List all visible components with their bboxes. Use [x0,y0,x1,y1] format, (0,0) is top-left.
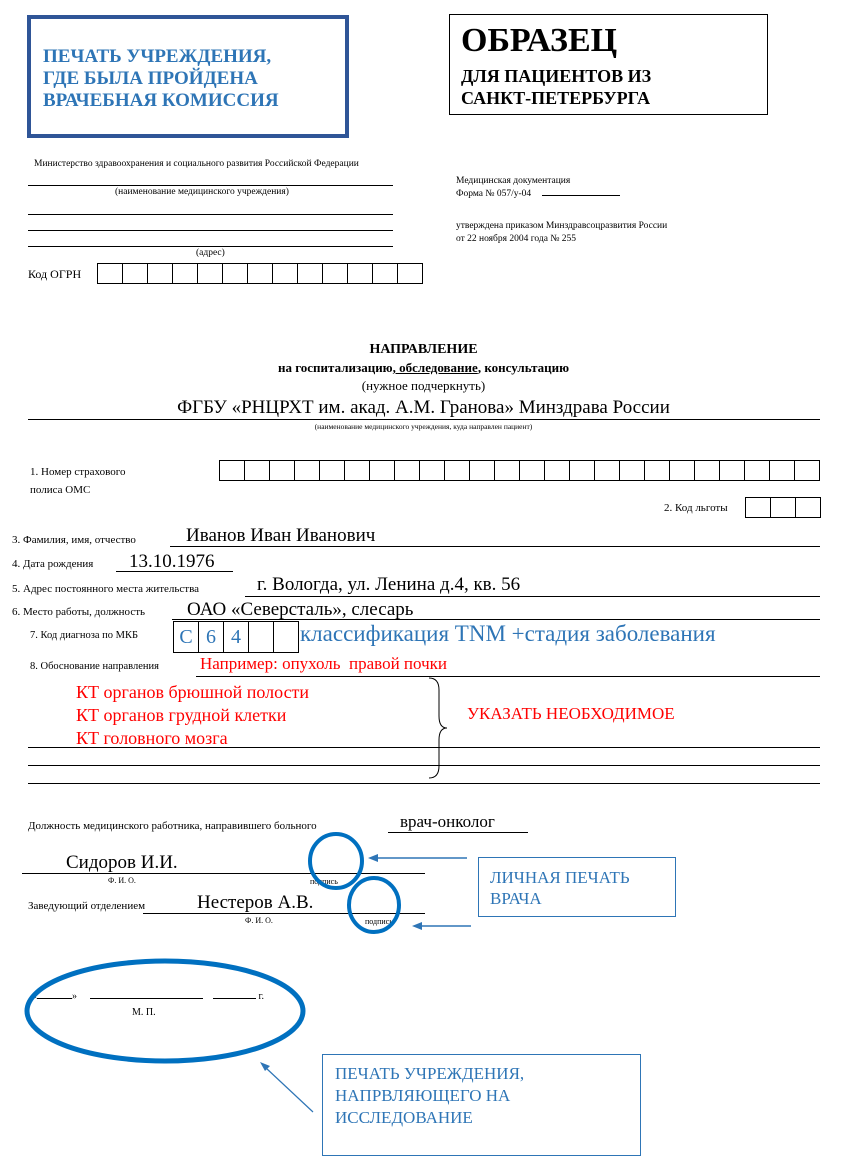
form-number: Форма № 057/у-04 [456,188,620,201]
oms-label-line-1: 1. Номер страхового [30,466,126,478]
exam-item: КТ органов брюшной полости [76,682,310,702]
destination-caption: (наименование медицинского учреждения, куда направлен пациент) [314,422,533,431]
institution-stamp-line-3: ИССЛЕДОВАНИЕ [335,1108,473,1127]
icd-cell[interactable]: 6 [199,621,224,653]
approved-line-1: утверждена приказом Минздравсоцразвития России [456,221,668,231]
doctor-fio-caption: Ф. И. О. [108,876,136,885]
head-fio-caption: Ф. И. О. [245,916,273,925]
arrowhead-icon [368,854,378,862]
document-title: НАПРАВЛЕНИЕ [369,342,478,357]
name-label: 3. Фамилия, имя, отчество [12,534,136,546]
doctor-sign-caption: подпись [310,877,338,886]
sample-line-1: ДЛЯ ПАЦИЕНТОВ ИЗ [461,66,652,86]
dob-label: 4. Дата рождения [12,558,94,570]
benefit-label: 2. Код льготы [664,502,728,514]
stamp-caption: М. П. [132,1007,156,1018]
underline-note: (нужное подчеркнуть) [361,378,486,393]
doc-type: Медицинская документация [456,176,571,186]
doctor-name[interactable]: Сидоров И.И. [66,852,178,873]
institution-stamp-line-1: ПЕЧАТЬ УЧРЕЖДЕНИЯ, [335,1064,525,1083]
exams-note: УКАЗАТЬ НЕОБХОДИМОЕ [467,704,675,723]
exam-item: КТ головного мозга [76,728,228,748]
head-name[interactable]: Нестеров А.В. [197,892,314,913]
position-value[interactable]: врач-онколог [400,812,495,831]
institution-stamp-line-2: НАПРВЛЯЮЩЕГО НА [335,1086,511,1105]
work-value[interactable]: ОАО «Северсталь», слесарь [187,599,414,620]
work-label: 6. Место работы, должность [12,606,146,618]
approved-line-2: от 22 ноября 2004 года № 255 [456,234,577,244]
address-label: 5. Адрес постоянного места жительства [12,583,200,595]
commission-stamp-line-2: ГДЕ БЫЛА ПРОЙДЕНА [43,68,258,89]
ogrn-label: Код ОГРН [28,267,82,281]
exam-item: КТ органов грудной клетки [76,705,287,725]
personal-stamp-note [478,857,676,917]
arrow-to-institution-stamp [266,1068,313,1112]
institution-caption: (наименование медицинского учреждения) [115,187,289,197]
personal-stamp-line-2: ВРАЧА [490,889,542,908]
head-sign-caption: подпись [365,917,393,926]
personal-stamp-line-1: ЛИЧНАЯ ПЕЧАТЬ [490,868,630,887]
address-value[interactable]: г. Вологда, ул. Ленина д.4, кв. 56 [257,574,521,595]
head-stamp-circle [349,878,399,932]
reason-label: 8. Обоснование направления [30,661,159,672]
icd-cell[interactable]: 4 [224,621,249,653]
address-caption: (адрес) [196,248,225,258]
ministry-name: Министерство здравоохранения и социального развития Российской Федерации [34,159,359,169]
underlined-option[interactable]: , обследование [392,360,478,375]
destination-name: ФГБУ «РНЦРХТ им. акад. А.М. Гранова» Минздрава России [177,397,670,418]
dob-value[interactable]: 13.10.1976 [129,551,215,572]
commission-stamp-line-3: ВРАЧЕБНАЯ КОМИССИЯ [43,90,279,111]
name-value[interactable]: Иванов Иван Иванович [186,525,376,546]
head-label: Заведующий отделением [28,900,146,912]
commission-stamp-line-1: ПЕЧАТЬ УЧРЕЖДЕНИЯ, [43,46,272,67]
reason-value[interactable]: Например: опухоль правой почки [200,654,447,673]
sample-title: ОБРАЗЕЦ [461,22,618,59]
document-subtitle: на госпитализацию, обследование, консультацию [277,360,570,375]
sample-line-2: САНКТ-ПЕТЕРБУРГА [461,88,651,108]
date-line: « » г. [32,991,264,1002]
arrowhead-icon [412,922,422,930]
icd-cell[interactable]: C [174,621,199,653]
icd-label: 7. Код диагноза по МКБ [30,630,138,641]
oms-label-line-2: полиса ОМС [30,484,91,496]
position-label: Должность медицинского работника, направившего больного [28,820,317,832]
doctor-stamp-circle [310,834,362,888]
institution-stamp-ellipse [27,961,303,1061]
institution-stamp-note [322,1054,641,1156]
icd-note: классификация TNM +стадия заболевания [300,621,716,646]
